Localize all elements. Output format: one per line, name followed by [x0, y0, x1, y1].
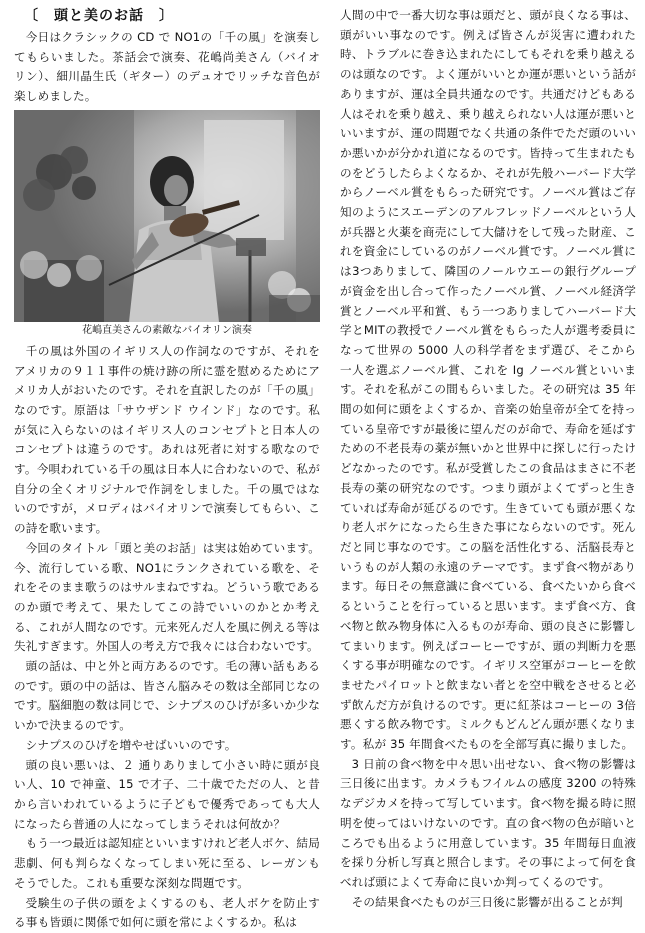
body-paragraph-2: 今回のタイトル「頭と美のお話」は実は始めています。今、流行している歌、NO1にランクされている歌を、それをそのまま歌うのはサルまねですね。どういう歌であるのか頭で考えて、果たしてこの詩でいいのかとか考える、これが人間なのです。元来死んだ人を風に例える等は失礼すぎます。外国人の考え方で我々には合わないです。 [14, 540, 320, 654]
body-paragraph-3: 頭の話は、中と外と両方あるのです。毛の薄い話もあるのです。頭の中の話は、皆さん脳みその数は全部同じなのです。脳細胞の数は同じで、シナプスのひげが多いか少ないかで決まるのです。 [14, 659, 320, 733]
right-paragraph-1: 人間の中で一番大切な事は頭だと、頭が良くなる事は、頭がいい事なのです。例えば皆さんが災害に遭われた時、トラブルに巻き込まれたにしてもそれを乗り越えるのは頭なのです。よく運がいいとか運が悪いという話がありますが、運は全員共通なのです。共通だけどもある人はそれを乗り越え、乗り越えられない人は運が悪いといいますが、運の問題でなく共通の条件でただ頭のいいか悪いかが分かれ道になるのです。皆持って生まれたものをどうしたらよくなるか、それが先般ハーバード大学からノーベル賞をもらった研究です。ノーベル賞はご存知のようにスエーデンのアルフレッドノーベルという人が兵器と火薬を商売にして大儲けをして残った財産、これを資金にしているのがノーベル賞です。ノーベル賞には3つありまして、隣国のノールウエーの銀行グループが資金を出し合って作ったノーベル賞、ノーベル経済学賞とノーベル平和賞、もう一つありましてハーバード大学とMITの教授でノーベル賞をもらった人が選考委員になって世界の 5000 人の科学者をまず選び、そこから一人を選ぶノーベル賞、これを Ig ノーベル賞といいます。それを私がこの間もらいました。その研究は 35 年間の如何に頭をよくするか、音楽の始皇帝が全てを持っている皇帝ですが最後に望んだのが命で、寿命を延ばすための不老長寿の薬が無いかと世界中に探しに行ったけどなかったのです。私が受賞したこの食品はまさに不老長寿の薬の研究なのです。つまり頭がよくてずっと生きていれば寿命が延びるのです。生きていても頭が悪くなり老人ボケになったら生きた事にならないのです。死んだと同じ事なのです。この脳を活性化する、活脳長寿というものが人類の永遠のテーマです。まず食べ物があります。毎日その無意識に食べている、食べたいから食べるということを行っていると思います。まず食べ方、食べ物と飲み物身体に入るものが寿命、頭の良さに影響してまいります。例えばコーヒーですが、頭の判断力を悪くする事が明確なのです。イギリス空軍がコーヒーを飲ませたパイロットと飲まない者とを空中戦をさせると必ず飲んだ方が負けるのです。更に紅茶はコーヒーの 3倍悪くする飲み物です。ミルクもどんどん頭が悪くなります。私が 35 年間食べたものを全部写真に撮りました。 [340, 8, 636, 752]
right-paragraph-3: その結果食べたものが三日後に影響が出ることが判 [351, 894, 623, 909]
body-paragraph-1: 千の風は外国のイギリス人の作詞なのですが、それをアメリカの９１１事件の焼け跡の所に霊を慰めるためにアメリカ人がおいたのです。それを直訳したのが「千の風」なのです。原語は「サウザンド ウインド」なのです。私が気に入らないのはイギリス人のコンセプトと日本人のコンセプトは違うのです。あれは死者に対する歌なのです。今唄われている千の風は日本人に合わないので、私が自分の全くオリジナルで作詞をしました。千の風ではないのですが，メロディはバイオリンで演奏してもらい、この詩を歌います。 [14, 343, 320, 536]
body-paragraph-5: 頭の良い悪いは、２ 通りありまして小さい時に頭が良い人、10 で神童、15 で才子、二十歳でただの人、と昔から言いわれているように子どもで優秀であっても大人になったら普通の人になってしまうそれは何故か？ [14, 757, 320, 831]
body-paragraph-6: もう一つ最近は認知症といいますけれど老人ボケ、結局悲劇、何も判らなくなってしまい死に至る、レーガンもそうでした。これも重要な深刻な問題です。 [14, 836, 320, 890]
article-title: 〔 頭と美のお話 〕 [24, 8, 174, 24]
right-paragraph-2: 3 日前の食べ物を中々思い出せない、食べ物の影響は三日後に出ます。カメラもフイルムの感度 3200 の特殊なデジカメを持って写しています。食べ物を撮る時に照明を使ってはいけないのです。直の食べ物の色が暗いところでも出るように用意しています。35 年間毎日血液を採り分析し写真と照合します。その事によって何を食べれば頭によくて寿命に良いか判ってくるのです。 [340, 756, 636, 889]
right-column [340, 6, 636, 912]
photo-caption: 花嶋直美さんの素敵なバイオリン演奏 [82, 324, 252, 336]
intro-paragraph: 今日はクラシックの CD で NO1の「千の風」を演奏してもらいました。茶話会で演奏、花嶋尚美さん（バイオリン）、細川晶生氏（ギター）のデュオでリッチな音色が楽しめました。 [14, 30, 320, 104]
body-paragraph-7: 受験生の子供の頭をよくするのも、老人ボケを防止する事も皆頭に関係で如何に頭を常によくするか。私は [14, 895, 320, 930]
left-column [14, 6, 320, 933]
violin-performance-photo [14, 110, 320, 322]
body-paragraph-4: シナプスのひげを増やせばいいのです。 [25, 737, 237, 752]
